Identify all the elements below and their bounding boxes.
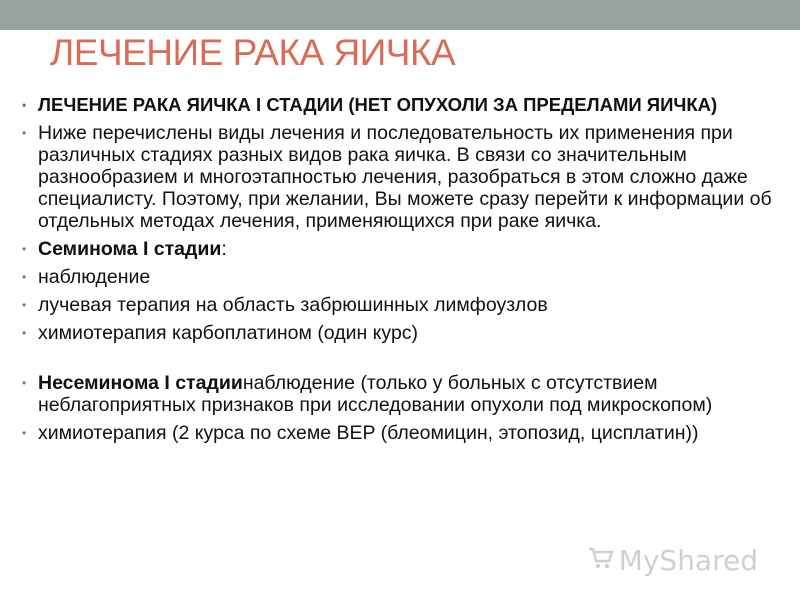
bullet-dot-icon: •	[22, 426, 27, 440]
cart-icon	[587, 545, 615, 578]
bullet-item-8	[22, 422, 782, 444]
bullet-text: :	[221, 238, 227, 260]
bullet-dot-icon: •	[22, 126, 27, 140]
bullet-bold-text: Несеминома I стадии	[38, 372, 243, 394]
bullet-dot-icon: •	[22, 98, 27, 112]
bullet-text: ЛЕЧЕНИЕ РАКА ЯИЧКА I СТАДИИ (НЕТ ОПУХОЛИ ЗА ПРЕДЕЛАМИ ЯИЧКА)	[38, 94, 718, 115]
bullet-item-2	[22, 122, 782, 232]
bullet-text: Ниже перечислены виды лечения и последовательность их применения при различных стадиях разных видов рака яичка. В связи со значительным разнообразием и многоэтапностью лечения, разобраться в этом сложно даже специалисту. Поэтому, при желании, Вы можете сразу перейти к информации об отдельных методах лечения, применяющихся при раке яичка.	[38, 122, 772, 232]
bullet-text: наблюдение (только у больных с отсутствием неблагоприятных признаков при исследовании опухоли под микроскопом)	[38, 372, 713, 416]
bullet-text: наблюдение	[38, 266, 151, 288]
bullet-item-5	[22, 294, 782, 316]
bullet-dot-icon: •	[22, 298, 27, 312]
bullet-dot-icon: •	[22, 242, 27, 256]
slide-content	[22, 94, 782, 450]
bullet-dot-icon: •	[22, 326, 27, 340]
bullet-dot-icon: •	[22, 376, 27, 390]
slide-title: ЛЕЧЕНИЕ РАКА ЯИЧКА	[50, 32, 456, 73]
bullet-text: химиотерапия (2 курса по схеме BEP (блеомицин, этопозид, цисплатин))	[38, 422, 699, 444]
watermark-text: MyShared	[618, 543, 758, 577]
bullet-text: лучевая терапия на область забрюшинных лимфоузлов	[38, 294, 548, 316]
watermark-logo	[587, 544, 758, 579]
empty-line	[22, 350, 782, 372]
bullet-item-1	[22, 94, 782, 116]
bullet-item-3	[22, 238, 782, 260]
bullet-dot-icon: •	[22, 270, 27, 284]
bullet-item-7	[22, 372, 782, 416]
bullet-item-6	[22, 322, 782, 344]
bullet-bold-text: Семинома I стадии	[38, 238, 222, 260]
bullet-text: химиотерапия карбоплатином (один курс)	[38, 322, 419, 344]
top-decorative-bar	[0, 0, 800, 30]
bullet-item-4	[22, 266, 782, 288]
